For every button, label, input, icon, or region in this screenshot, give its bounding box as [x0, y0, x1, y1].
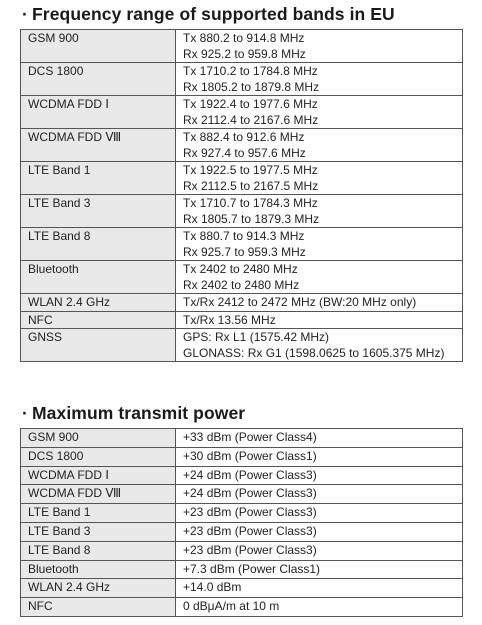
table-row: [21, 228, 463, 261]
value-line: 0 dBμA/m at 10 m: [183, 599, 280, 614]
band-name-cell: NFC: [21, 311, 176, 329]
band-name-cell: WLAN 2.4 GHz: [21, 294, 176, 312]
value-line: +24 dBm (Power Class3): [183, 467, 317, 482]
band-name-cell: WCDMA FDD Ⅷ: [21, 129, 176, 162]
value-cell: [176, 311, 463, 329]
section-title: Frequency range of supported bands in EU: [32, 4, 395, 24]
value-cell: [176, 329, 463, 362]
table-row: [21, 129, 463, 162]
value-cell: [176, 261, 463, 294]
table-row: [21, 504, 463, 523]
value-cell: [176, 63, 463, 96]
value-cell: [176, 129, 463, 162]
section-title: Maximum transmit power: [32, 403, 246, 423]
value-line: +23 dBm (Power Class3): [183, 542, 317, 557]
value-line: Tx/Rx 2412 to 2472 MHz (BW:20 MHz only): [183, 295, 417, 309]
value-line: +7.3 dBm (Power Class1): [183, 561, 321, 576]
value-line: Rx 927.4 to 957.6 MHz: [183, 145, 306, 160]
table-row: [21, 429, 463, 448]
band-name-cell: DCS 1800: [21, 447, 176, 466]
table-row: [21, 30, 463, 63]
value-line: +23 dBm (Power Class3): [183, 523, 317, 538]
band-name-cell: GSM 900: [21, 30, 176, 63]
table-row: [21, 598, 463, 617]
table-row: [21, 560, 463, 579]
value-cell: [176, 504, 463, 523]
value-line: +14.0 dBm: [183, 580, 242, 595]
table-row: [21, 485, 463, 504]
table-row: [21, 294, 463, 312]
value-cell: [176, 30, 463, 63]
band-name-cell: LTE Band 1: [21, 504, 176, 523]
table-row: [21, 63, 463, 96]
bullet-icon: ·: [22, 4, 28, 24]
value-cell: [176, 598, 463, 617]
value-cell: [176, 560, 463, 579]
value-cell: [176, 228, 463, 261]
band-name-cell: NFC: [21, 598, 176, 617]
section-heading-frequency: [22, 3, 395, 25]
value-cell: [176, 162, 463, 195]
value-line: +24 dBm (Power Class3): [183, 486, 317, 501]
table-row: [21, 579, 463, 598]
table-row: [21, 311, 463, 329]
value-line: Rx 925.2 to 959.8 MHz: [183, 46, 306, 61]
band-name-cell: WLAN 2.4 GHz: [21, 579, 176, 598]
frequency-table: [20, 29, 463, 362]
band-name-cell: WCDMA FDD Ⅰ: [21, 466, 176, 485]
value-line: +23 dBm (Power Class3): [183, 505, 317, 520]
band-name-cell: LTE Band 8: [21, 228, 176, 261]
table-row: [21, 447, 463, 466]
value-line: Tx 880.7 to 914.3 MHz: [183, 229, 305, 243]
bullet-icon: ·: [22, 403, 28, 423]
value-cell: [176, 447, 463, 466]
table-row: [21, 522, 463, 541]
section-heading-power: [22, 402, 245, 424]
band-name-cell: WCDMA FDD Ⅰ: [21, 96, 176, 129]
table-row: [21, 466, 463, 485]
transmit-power-table: [20, 428, 463, 617]
table-row: [21, 96, 463, 129]
value-line: +30 dBm (Power Class1): [183, 448, 317, 463]
value-cell: [176, 429, 463, 448]
band-name-cell: Bluetooth: [21, 560, 176, 579]
band-name-cell: GNSS: [21, 329, 176, 362]
value-cell: [176, 466, 463, 485]
value-cell: [176, 485, 463, 504]
band-name-cell: Bluetooth: [21, 261, 176, 294]
value-cell: [176, 579, 463, 598]
value-line: Tx 1710.7 to 1784.3 MHz: [183, 196, 318, 210]
table-row: [21, 329, 463, 362]
value-line: Rx 1805.2 to 1879.8 MHz: [183, 79, 320, 94]
band-name-cell: GSM 900: [21, 429, 176, 448]
value-cell: [176, 522, 463, 541]
value-line: Rx 1805.7 to 1879.3 MHz: [183, 211, 320, 226]
band-name-cell: LTE Band 1: [21, 162, 176, 195]
value-line: Tx 1710.2 to 1784.8 MHz: [183, 64, 318, 78]
table-row: [21, 162, 463, 195]
band-name-cell: DCS 1800: [21, 63, 176, 96]
value-line: Rx 925.7 to 959.3 MHz: [183, 244, 306, 259]
value-line: Tx 1922.5 to 1977.5 MHz: [183, 163, 318, 177]
value-line: Rx 2112.4 to 2167.6 MHz: [183, 112, 319, 127]
table-row: [21, 261, 463, 294]
value-line: Rx 2112.5 to 2167.5 MHz: [183, 178, 319, 193]
value-line: Tx 1922.4 to 1977.6 MHz: [183, 97, 318, 111]
value-cell: [176, 294, 463, 312]
value-cell: [176, 541, 463, 560]
value-line: GLONASS: Rx G1 (1598.0625 to 1605.375 MHz): [183, 345, 445, 360]
value-line: Tx 2402 to 2480 MHz: [183, 262, 298, 276]
band-name-cell: LTE Band 3: [21, 522, 176, 541]
value-line: +33 dBm (Power Class4): [183, 430, 317, 444]
band-name-cell: LTE Band 3: [21, 195, 176, 228]
value-cell: [176, 96, 463, 129]
table-row: [21, 195, 463, 228]
band-name-cell: WCDMA FDD Ⅷ: [21, 485, 176, 504]
value-line: Tx 882.4 to 912.6 MHz: [183, 130, 305, 144]
value-line: Rx 2402 to 2480 MHz: [183, 277, 300, 292]
value-cell: [176, 195, 463, 228]
table-row: [21, 541, 463, 560]
value-line: Tx 880.2 to 914.8 MHz: [183, 31, 305, 45]
band-name-cell: LTE Band 8: [21, 541, 176, 560]
value-line: GPS: Rx L1 (1575.42 MHz): [183, 330, 330, 344]
value-line: Tx/Rx 13.56 MHz: [183, 312, 276, 327]
